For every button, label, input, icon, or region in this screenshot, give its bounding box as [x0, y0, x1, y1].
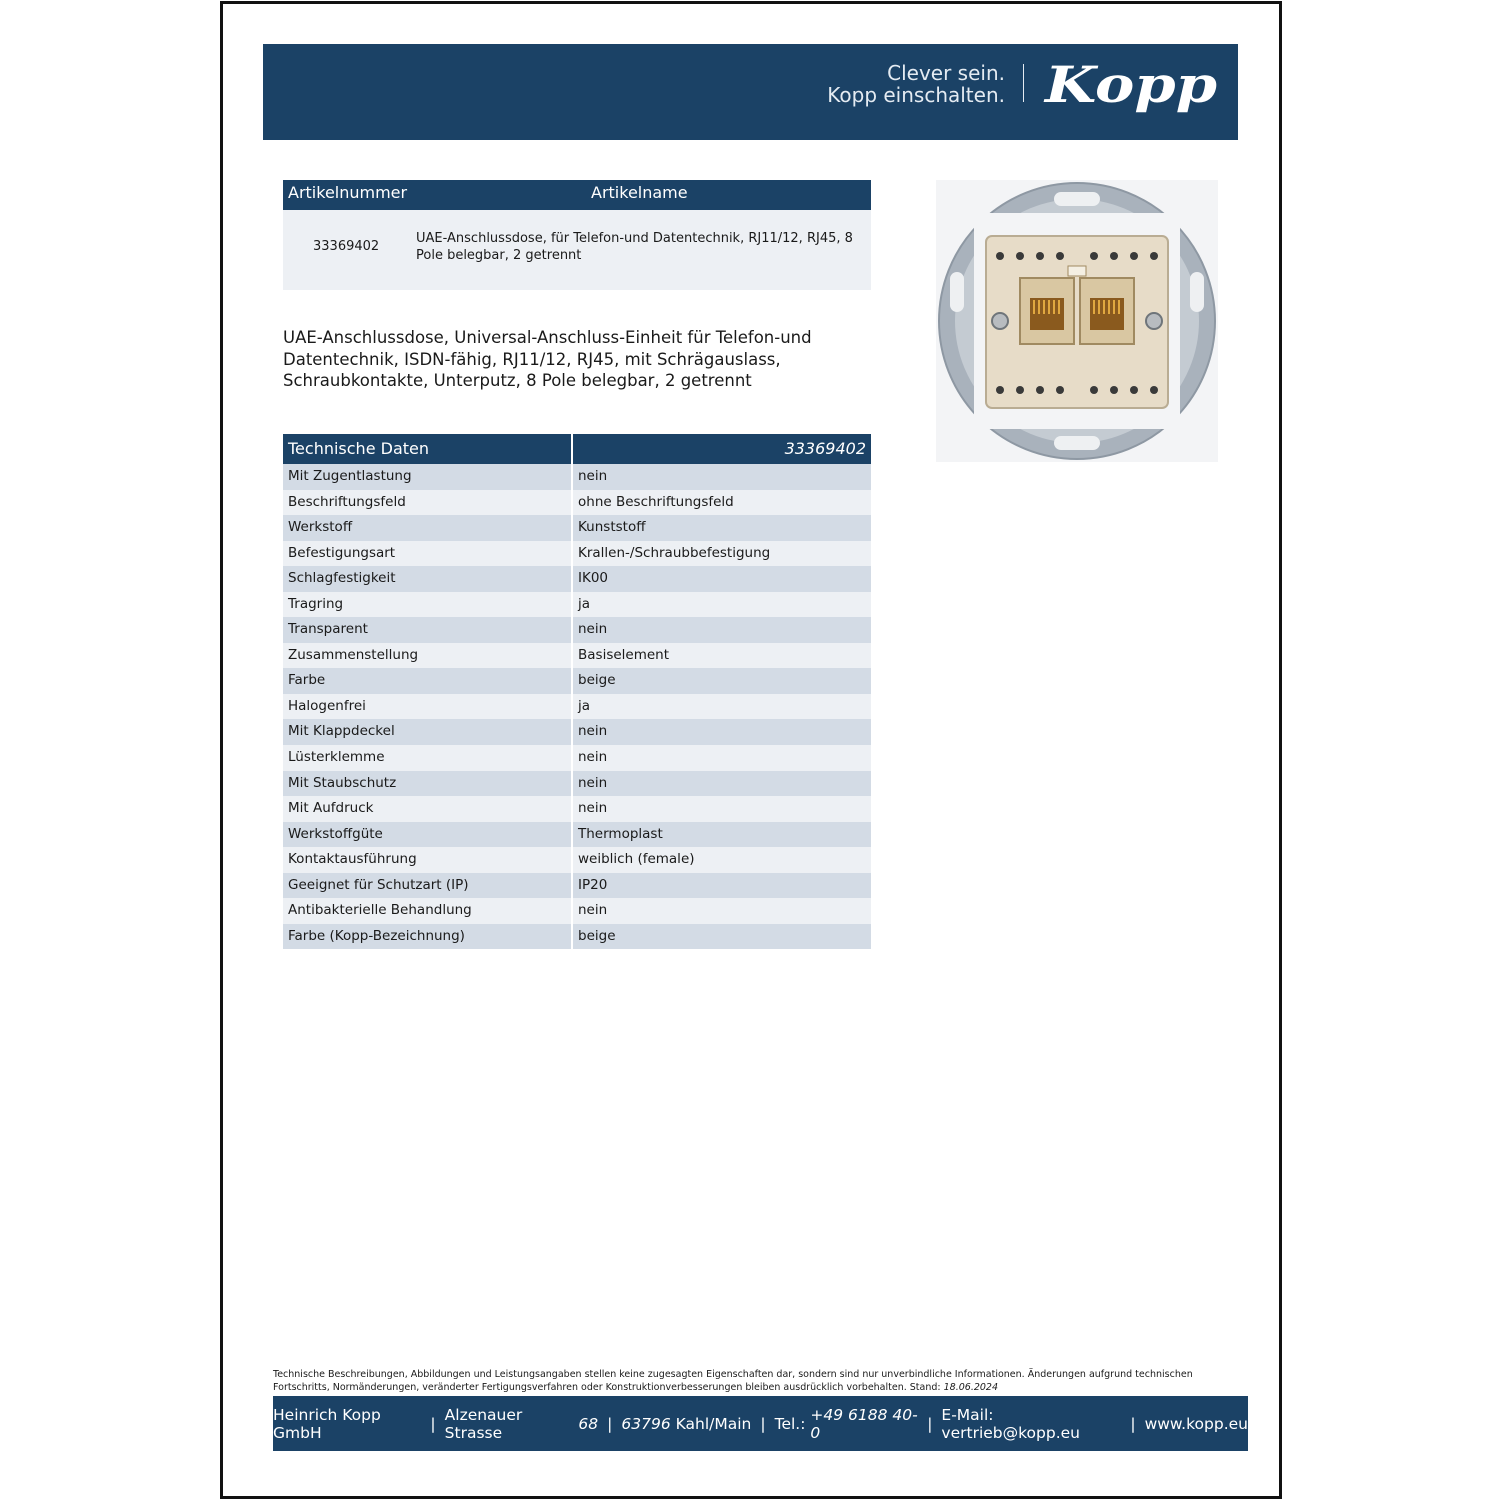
- technical-data-value: ja: [578, 595, 591, 612]
- technical-data-value: nein: [578, 902, 608, 919]
- technical-data-row: [283, 643, 871, 669]
- footer-zip: 63796: [621, 1414, 671, 1433]
- article-table-header: [283, 180, 871, 210]
- technical-data-value: Basiselement: [578, 646, 670, 663]
- technical-data-value: nein: [578, 774, 608, 791]
- slogan-line-1: Clever sein.: [887, 61, 1005, 85]
- technical-data-value: Krallen-/Schraubbefestigung: [578, 544, 771, 561]
- header-banner: [263, 44, 1238, 140]
- technical-data-row: [283, 771, 871, 797]
- technical-data-label: Befestigungsart: [283, 541, 573, 567]
- technical-data-row: [283, 490, 871, 516]
- technical-data-row: [283, 719, 871, 745]
- footer-street: Alzenauer Strasse: [444, 1405, 523, 1442]
- footer-email[interactable]: E-Mail: vertrieb@kopp.eu: [941, 1405, 1081, 1442]
- technical-data-label: Beschriftungsfeld: [283, 490, 573, 516]
- technical-data-row: [283, 694, 871, 720]
- technical-data-label: Zusammenstellung: [283, 643, 573, 669]
- technical-data-row: [283, 515, 871, 541]
- technical-data-row: [283, 617, 871, 643]
- technical-data-value: weiblich (female): [578, 851, 695, 868]
- footer-contact-bar: [273, 1396, 1248, 1451]
- technical-data-value: Thermoplast: [578, 825, 663, 842]
- footer-company: Heinrich Kopp GmbH: [273, 1405, 381, 1442]
- article-table: [283, 180, 871, 290]
- technical-data-row: [283, 873, 871, 899]
- technical-data-row: [283, 898, 871, 924]
- disclaimer-date: 18.06.2024: [943, 1382, 999, 1393]
- technical-data-label: Geeignet für Schutzart (IP): [283, 873, 573, 899]
- footer-website[interactable]: www.kopp.eu: [1144, 1414, 1248, 1433]
- technical-data-title: Technische Daten: [283, 434, 573, 464]
- article-name: UAE-Anschlussdose, für Telefon-und Datentechnik, RJ11/12, RJ45, 8 Pole belegbar, 2 getrennt: [416, 231, 853, 263]
- footer-city: Kahl/Main: [675, 1414, 752, 1433]
- footer-separator: |: [927, 1414, 933, 1433]
- technical-data-value: nein: [578, 468, 608, 484]
- technical-data-value: ohne Beschriftungsfeld: [578, 493, 734, 510]
- technical-data-label: Werkstoffgüte: [283, 822, 573, 848]
- technical-data-label: Mit Zugentlastung: [283, 464, 573, 490]
- technical-data-label: Mit Staubschutz: [283, 771, 573, 797]
- footer-house-number: 68: [578, 1414, 599, 1433]
- technical-data-value: Kunststoff: [578, 519, 646, 536]
- product-description: UAE-Anschlussdose, Universal-Anschluss-Einheit für Telefon-und Datentechnik, ISDN-fähig, RJ11/12, RJ45, mit Schrägauslass, Schraubkontakte, Unterputz, 8 Pole belegbar, 2 getrennt: [283, 328, 812, 390]
- footer-tel-label: Tel.:: [774, 1414, 806, 1433]
- kopp-logo: [1043, 58, 1221, 124]
- footer-separator: |: [430, 1414, 436, 1433]
- technical-data-label: Transparent: [283, 617, 573, 643]
- technical-data-row: [283, 847, 871, 873]
- technical-data-row: [283, 796, 871, 822]
- technical-data-label: Kontaktausführung: [283, 847, 573, 873]
- technical-data-rows: [283, 464, 871, 949]
- technical-data-label: Schlagfestigkeit: [283, 566, 573, 592]
- technical-data-row: [283, 924, 871, 950]
- footer-separator: |: [760, 1414, 766, 1433]
- technical-data-label: Lüsterklemme: [283, 745, 573, 771]
- technical-data-value: IK00: [578, 570, 609, 587]
- technical-data-header: [283, 434, 871, 464]
- disclaimer: [273, 1368, 1248, 1394]
- slogan-divider: [1023, 64, 1024, 102]
- product-image: [936, 180, 1218, 462]
- technical-data-number: 33369402: [784, 439, 866, 458]
- technical-data-table: [283, 434, 871, 949]
- footer-separator: |: [607, 1414, 613, 1433]
- technical-data-row: [283, 541, 871, 567]
- slogan: [827, 62, 1005, 106]
- technical-data-row: [283, 464, 871, 490]
- technical-data-label: Halogenfrei: [283, 694, 573, 720]
- kopp-logo-text: Kopp: [1043, 58, 1218, 114]
- technical-data-value: IP20: [578, 876, 608, 893]
- technical-data-value: nein: [578, 749, 608, 766]
- technical-data-label: Werkstoff: [283, 515, 573, 541]
- disclaimer-text: Technische Beschreibungen, Abbildungen und Leistungsangaben stellen keine zugesagten Eigenschaften dar, sondern sind nur unverbindliche Informationen. Änderungen aufgrund technischen Fortschritts, Normänderungen, veränderter Fertigungsverfahren oder Konstruktionverbesserungen bleiben ausdrücklich vorbehalten. Stand:: [273, 1369, 1193, 1393]
- technical-data-value: nein: [578, 800, 608, 817]
- technical-data-row: [283, 566, 871, 592]
- article-row: [283, 210, 871, 290]
- footer-separator: |: [1130, 1414, 1136, 1433]
- technical-data-row: [283, 745, 871, 771]
- technical-data-label: Farbe: [283, 668, 573, 694]
- technical-data-value: nein: [578, 621, 608, 638]
- technical-data-value: beige: [578, 672, 616, 689]
- article-name-header: Artikelname: [591, 183, 688, 202]
- technical-data-label: Mit Aufdruck: [283, 796, 573, 822]
- article-number-header: Artikelnummer: [288, 183, 408, 202]
- technical-data-value: ja: [578, 697, 591, 714]
- technical-data-value: nein: [578, 723, 608, 740]
- slogan-line-2: Kopp einschalten.: [827, 83, 1005, 107]
- footer-tel[interactable]: +49 6188 40-0: [810, 1405, 918, 1442]
- technical-data-value: beige: [578, 927, 616, 944]
- technical-data-label: Mit Klappdeckel: [283, 719, 573, 745]
- technical-data-row: [283, 592, 871, 618]
- technical-data-label: Farbe (Kopp-Bezeichnung): [283, 924, 573, 950]
- technical-data-label: Tragring: [283, 592, 573, 618]
- technical-data-label: Antibakterielle Behandlung: [283, 898, 573, 924]
- technical-data-row: [283, 668, 871, 694]
- article-number: 33369402: [313, 239, 380, 254]
- technical-data-row: [283, 822, 871, 848]
